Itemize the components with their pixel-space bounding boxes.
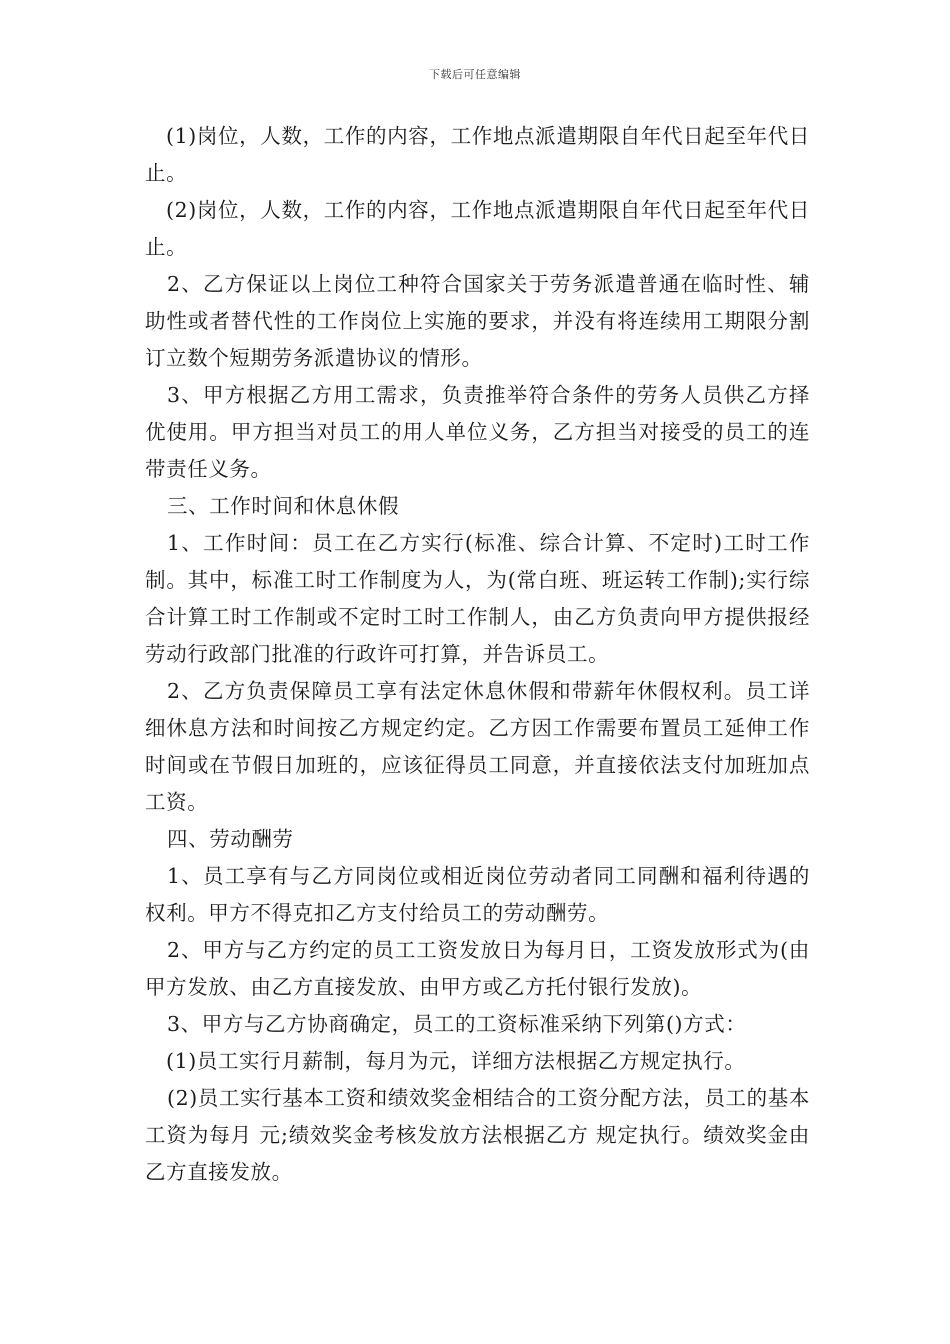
paragraph-work-time-1: 1、工作时间：员工在乙方实行(标准、综合计算、不定时)工时工作制。其中，标准工时工作制度为人，为(常白班、班运转工作制);实行综合计算工时工作制或不定时工时工作制人，由乙方负责向甲方提供报经劳动行政部门批准的行政许可打算，并告诉员工。 bbox=[145, 531, 810, 666]
paragraph-post-1: (1)岗位，人数，工作的内容，工作地点派遣期限自年代日起至年代日止。 bbox=[145, 124, 810, 185]
paragraph-remuneration-1: 1、员工享有与乙方同岗位或相近岗位劳动者同工同酬和福利待遇的权利。甲方不得克扣乙方支付给员工的劳动酬劳。 bbox=[145, 864, 810, 925]
section-heading-work-time: 三、工作时间和休息休假 bbox=[167, 494, 400, 518]
paragraph-monthly-salary: (1)员工实行月薪制，每月为元，详细方法根据乙方规定执行。 bbox=[166, 1049, 746, 1073]
header-note: 下载后可任意编辑 bbox=[429, 68, 521, 81]
paragraph-remuneration-2: 2、甲方与乙方约定的员工工资发放日为每月日，工资发放形式为(由甲方发放、由乙方直接发放、由甲方或乙方托付银行发放)。 bbox=[145, 938, 810, 999]
document-body bbox=[145, 118, 810, 1191]
paragraph-remuneration-3: 3、甲方与乙方协商确定，员工的工资标准采纳下列第()方式： bbox=[167, 1012, 747, 1036]
paragraph-clause-3: 3、甲方根据乙方用工需求，负责推举符合条件的劳务人员供乙方择优使用。甲方担当对员工的用人单位义务，乙方担当对接受的员工的连带责任义务。 bbox=[145, 383, 810, 481]
paragraph-clause-2: 2、乙方保证以上岗位工种符合国家关于劳务派遣普通在临时性、辅助性或者替代性的工作岗位上实施的要求，并没有将连续用工期限分割订立数个短期劳务派遣协议的情形。 bbox=[145, 272, 810, 370]
paragraph-base-and-bonus: (2)员工实行基本工资和绩效奖金相结合的工资分配方法，员工的基本工资为每月 元;绩效奖金考核发放方法根据乙方 规定执行。绩效奖金由乙方直接发放。 bbox=[145, 1086, 810, 1184]
paragraph-work-time-2: 2、乙方负责保障员工享有法定休息休假和带薪年休假权利。员工详细休息方法和时间按乙方规定约定。乙方因工作需要布置员工延伸工作时间或在节假日加班的，应该征得员工同意，并直接依法支付加班加点工资。 bbox=[145, 679, 810, 814]
section-heading-remuneration: 四、劳动酬劳 bbox=[167, 827, 294, 851]
paragraph-post-2: (2)岗位，人数，工作的内容，工作地点派遣期限自年代日起至年代日止。 bbox=[145, 198, 810, 259]
